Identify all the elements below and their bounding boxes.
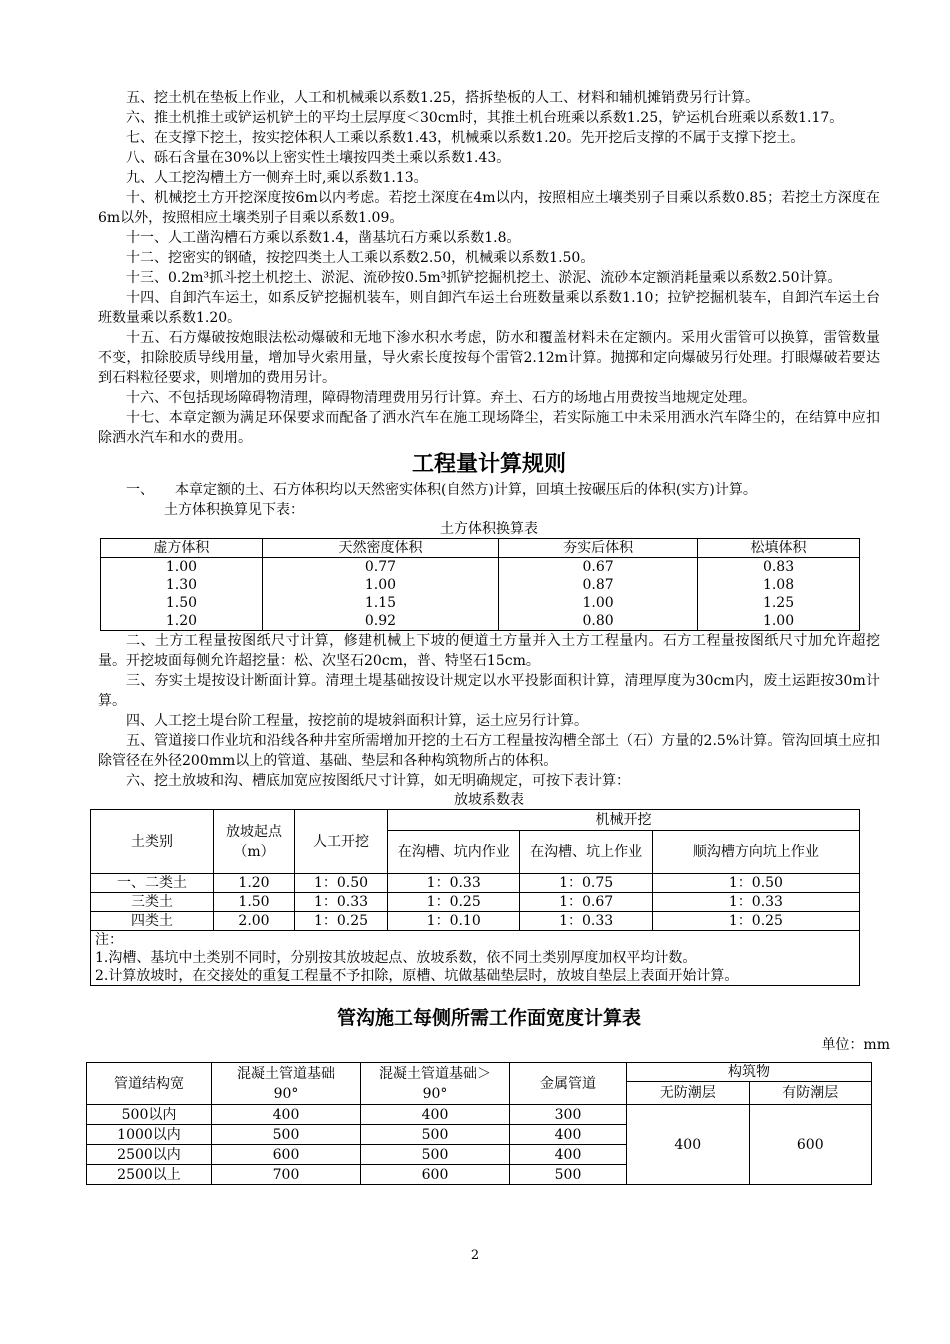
table3-header-struct: 构筑物 [627, 1063, 872, 1082]
table1-header: 虚方体积 [101, 539, 263, 558]
rule-paragraph: 六、挖土放坡和沟、槽底加宽应按图纸尺寸计算，如无明确规定，可按下表计算： [126, 773, 630, 789]
page-number: 2 [470, 1248, 480, 1263]
table1-cell: 0.77 [262, 558, 498, 577]
table3-unit: 单位：mm [821, 1037, 890, 1053]
coefficient-paragraph: 十五、石方爆破按炮眼法松动爆破和无地下渗水积水考虑，防水和覆盖材料未在定额内。采用火雷管可以换算，雷管数量不变，扣除胶质导线用量，增加导火索用量，导火索长度按每个雷管2.12m计算。抛掷和定向爆破另行处理。打眼爆破若要达到石料粒径要求，则增加的费用另计。 [98, 330, 880, 386]
table3-cell: 500 [212, 1125, 361, 1145]
table1-cell: 1.25 [698, 594, 860, 612]
table1-cell: 0.87 [499, 576, 698, 594]
table2-cell: 1：0.33 [388, 874, 520, 893]
coefficient-paragraph: 十七、本章定额为满足环保要求而配备了洒水汽车在施工现场降尘，若实际施工中未采用洒水汽车降尘的，在结算中应扣除洒水汽车和水的费用。 [98, 410, 880, 446]
table3-cell: 500以内 [87, 1105, 212, 1125]
table2-cell: 1：0.33 [520, 912, 652, 931]
coefficient-paragraph: 八、砾石含量在30%以上密实性土壤按四类土乘以系数1.43。 [126, 150, 511, 166]
table1-cell: 1.00 [499, 594, 698, 612]
coefficient-paragraph: 十四、自卸汽车运土，如系反铲挖掘机装车，则自卸汽车运土台班数量乘以系数1.10；拉铲挖掘机装车，自卸汽车运土台班数量乘以系数1.20。 [98, 290, 880, 326]
table1-cell: 0.92 [262, 612, 498, 631]
table1-cell: 1.08 [698, 576, 860, 594]
table2-subheader: 在沟槽、坑上作业 [520, 831, 652, 874]
table3-cell: 400 [361, 1105, 510, 1125]
rule-paragraph: 二、土方工程量按图纸尺寸计算，修建机械上下坡的便道土方量并入土方工程量内。石方工程量按图纸尺寸加允许超挖量。开挖坡面每侧允许超挖量：松、次坚石20cm，普、特坚石15cm。 [98, 633, 880, 669]
table2-cell: 1：0.50 [295, 874, 388, 893]
rule-paragraph: 三、夯实土堤按设计断面计算。清理土堤基础按设计规定以水平投影面积计算，清理厚度为30cm内，废土运距按30m计算。 [98, 673, 880, 709]
table1-cell: 0.67 [499, 558, 698, 577]
coefficient-paragraph: 九、人工挖沟槽土方一侧弃土时,乘以系数1.13。 [126, 170, 428, 186]
coefficient-paragraph: 七、在支撑下挖土，按实挖体积人工乘以系数1.43，机械乘以系数1.20。先开挖后支撑的不属于支撑下挖土。 [126, 130, 805, 146]
table2-cell: 四类土 [91, 912, 214, 931]
measurement-rules [98, 631, 880, 791]
table3-cell: 500 [510, 1165, 627, 1185]
coefficient-paragraph: 五、挖土机在垫板上作业，人工和机械乘以系数1.25，搭拆垫板的人工、材料和辅机摊销费另行计算。 [126, 90, 760, 106]
rule-paragraph: 五、管道接口作业坑和沿线各种井室所需增加开挖的土石方工程量按沟槽全部土（石）方量的2.5%计算。管沟回填土应扣除管径在外径200mm以上的管道、基础、垫层和各种构筑物所占的体积。 [98, 733, 880, 769]
table1-cell: 0.83 [698, 558, 860, 577]
table2-header-manual: 人工开挖 [295, 810, 388, 874]
table2-note: 注： [95, 932, 123, 948]
table1-cell: 1.00 [698, 612, 860, 631]
table3-header-c90: 混凝土管道基础 90° [212, 1063, 361, 1105]
document-page [95, 88, 890, 1185]
table2-cell: 2.00 [214, 912, 295, 931]
table1-caption: 土方体积换算表 [440, 521, 538, 537]
rule-1: 一、 本章定额的土、石方体积均以天然密实体积(自然方)计算，回填土按碾压后的体积(实方)计算。 [126, 482, 757, 498]
table1-cell: 1.00 [101, 558, 263, 577]
table3-header-width: 管道结构宽 [87, 1063, 212, 1105]
table1-cell: 0.80 [499, 612, 698, 631]
coefficient-paragraph: 十三、0.2m³抓斗挖土机挖土、淤泥、流砂按0.5m³抓铲挖掘机挖土、淤泥、流砂本定额消耗量乘以系数2.50计算。 [126, 270, 842, 286]
section-title: 工程量计算规则 [411, 452, 566, 477]
table2-header-start: 放坡起点（m） [214, 810, 295, 874]
table1-header: 松填体积 [698, 539, 860, 558]
table1-cell: 1.50 [101, 594, 263, 612]
table2-notes [91, 931, 860, 986]
table2-cell: 1：0.25 [295, 912, 388, 931]
volume-conversion-table [100, 538, 860, 631]
table3-cell: 500 [361, 1125, 510, 1145]
table2-subheader: 在沟槽、坑内作业 [388, 831, 520, 874]
table3-cell: 1000以内 [87, 1125, 212, 1145]
table2-cell: 1：0.25 [652, 912, 859, 931]
table2-cell: 1.20 [214, 874, 295, 893]
table1-cell: 1.15 [262, 594, 498, 612]
table3-cell: 600 [361, 1165, 510, 1185]
work-face-width-table [86, 1062, 872, 1185]
table3-cell: 500 [361, 1145, 510, 1165]
coefficient-paragraph: 十、机械挖土方开挖深度按6m以内考虑。若挖土深度在4m以内，按照相应土壤类别子目乘以系数0.85；若挖土方深度在6m以外，按照相应土壤类别子目乘以系数1.09。 [98, 190, 880, 226]
coefficient-paragraph: 十一、人工凿沟槽石方乘以系数1.4，凿基坑石方乘以系数1.8。 [126, 230, 521, 246]
table3-cell: 2500以上 [87, 1165, 212, 1185]
table3-cell: 600 [212, 1145, 361, 1165]
table3-title: 管沟施工每侧所需工作面宽度计算表 [336, 1007, 641, 1029]
table2-cell: 1：0.33 [652, 893, 859, 912]
table3-cell: 300 [510, 1105, 627, 1125]
table3-cell: 700 [212, 1165, 361, 1185]
table3-header-nodamp: 无防潮层 [627, 1082, 750, 1105]
table2-cell: 1：0.25 [388, 893, 520, 912]
table3-header-damp: 有防潮层 [749, 1082, 872, 1105]
table3-header-cgt90: 混凝土管道基础＞90° [361, 1063, 510, 1105]
table1-header: 天然密度体积 [262, 539, 498, 558]
table3-cell: 400 [510, 1125, 627, 1145]
table2-cell: 1：0.75 [520, 874, 652, 893]
table3-struct-damp: 600 [749, 1105, 872, 1185]
table2-cell: 1：0.33 [295, 893, 388, 912]
table1-header: 夯实后体积 [499, 539, 698, 558]
coefficient-paragraph: 六、推土机推土或铲运机铲土的平均土层厚度＜30cm时，其推土机台班乘以系数1.25，铲运机台班乘以系数1.17。 [126, 110, 844, 126]
rule-1-note: 土方体积换算见下表： [164, 502, 304, 518]
coefficient-paragraph: 十六、不包括现场障碍物清理，障碍物清理费用另行计算。弃土、石方的场地占用费按当地规定处理。 [126, 390, 756, 406]
table2-header-soil: 土类别 [91, 810, 214, 874]
table2-note: 1.沟槽、基坑中土类别不同时，分别按其放坡起点、放坡系数，依不同土类别厚度加权平均计数。 [95, 950, 697, 966]
table3-cell: 400 [510, 1145, 627, 1165]
table2-header-machine: 机械开挖 [388, 810, 860, 831]
table1-cell: 1.20 [101, 612, 263, 631]
coefficient-rules [98, 88, 880, 448]
table2-subheader: 顺沟槽方向坑上作业 [652, 831, 859, 874]
table3-cell: 400 [212, 1105, 361, 1125]
table2-cell: 一、二类土 [91, 874, 214, 893]
rule-paragraph: 四、人工挖土堤台阶工程量，按挖前的堤坡斜面积计算，运土应另行计算。 [126, 713, 588, 729]
table1-cell: 1.30 [101, 576, 263, 594]
table2-cell: 1：0.50 [652, 874, 859, 893]
table3-header-metal: 金属管道 [510, 1063, 627, 1105]
table2-cell: 1：0.67 [520, 893, 652, 912]
table1-cell: 1.00 [262, 576, 498, 594]
coefficient-paragraph: 十二、挖密实的钢碴，按挖四类土人工乘以系数2.50，机械乘以系数1.50。 [126, 250, 595, 266]
table2-cell: 1.50 [214, 893, 295, 912]
table2-caption: 放坡系数表 [454, 792, 524, 808]
slope-coefficient-table [90, 809, 860, 986]
table2-cell: 1：0.10 [388, 912, 520, 931]
table3-cell: 2500以内 [87, 1145, 212, 1165]
table3-struct-nodamp: 400 [627, 1105, 750, 1185]
table2-note: 2.计算放坡时，在交接处的重复工程量不予扣除，原槽、坑做基础垫层时，放坡自垫层上表面开始计算。 [95, 968, 739, 984]
table2-cell: 三类土 [91, 893, 214, 912]
